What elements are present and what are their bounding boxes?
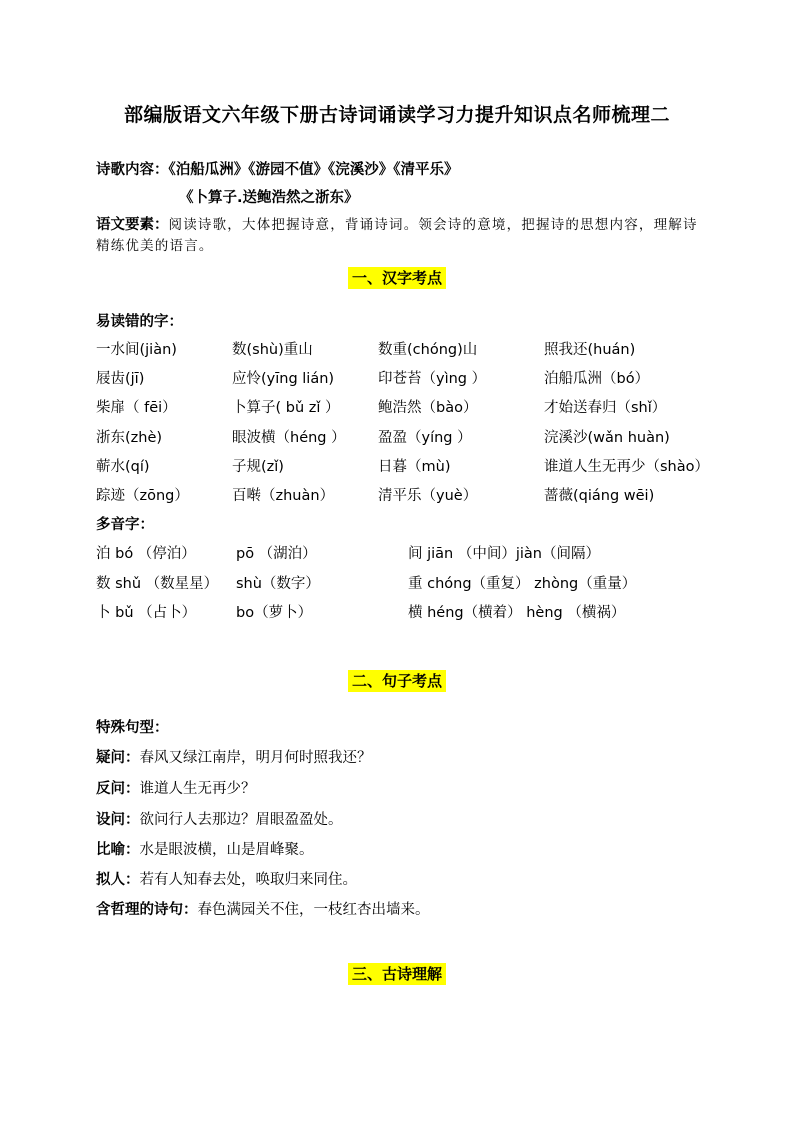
misread-item: 浣溪沙(wǎn huàn) — [544, 430, 670, 446]
misread-row — [96, 340, 716, 360]
misread-row — [96, 398, 716, 418]
poems-line-1 — [96, 160, 459, 180]
sentence-row — [96, 870, 357, 890]
misread-item: 一水间(jiàn) — [96, 342, 177, 358]
sentence-type: 含哲理的诗句： — [96, 902, 198, 918]
polyphone-row — [96, 544, 716, 564]
misread-item: 盈盈（yíng ） — [378, 430, 472, 446]
section-heading-2 — [0, 670, 794, 692]
sentence-type: 比喻： — [96, 842, 140, 858]
sentence-type: 疑问： — [96, 750, 140, 766]
sentence-text: 水是眼波横，山是眉峰聚。 — [139, 842, 314, 858]
misread-item: 数(shù)重山 — [232, 342, 313, 358]
document-title: 部编版语文六年级下册古诗词诵读学习力提升知识点名师梳理二 — [123, 104, 670, 126]
misread-item: 百啭（zhuàn） — [232, 488, 335, 504]
misread-item: 蕲水(qí) — [96, 459, 150, 475]
misread-row — [96, 457, 716, 477]
misread-item: 泊船瓜洲（bó） — [544, 371, 650, 387]
elements-text: 阅读诗歌，大体把握诗意，背诵诗词。领会诗的意境，把握诗的思想内容，理解诗精练优美的语言。 — [96, 217, 698, 254]
sentence-row — [96, 779, 256, 799]
sentence-row — [96, 810, 343, 830]
misread-item: 照我还(huán) — [544, 342, 636, 358]
sentence-type: 反问： — [96, 781, 140, 797]
misread-item: 眼波横（héng ） — [232, 430, 346, 446]
misread-item: 印苍苔（yìng ） — [378, 371, 487, 387]
misread-item: 数重(chóng)山 — [378, 342, 478, 358]
polyphone-item: 卜 bǔ （占卜） — [96, 605, 197, 621]
polyphone-item: 数 shǔ （数星星） — [96, 576, 219, 592]
polyphone-item: 间 jiān （中间）jiàn（间隔） — [408, 546, 600, 562]
misread-row — [96, 369, 716, 389]
elements-label: 语文要素： — [96, 217, 169, 233]
sentence-type: 拟人： — [96, 872, 140, 888]
sentence-text: 谁道人生无再少？ — [139, 781, 256, 797]
special-sentence-label: 特殊句型： — [96, 720, 169, 736]
misread-item: 卜算子( bǔ zǐ ） — [232, 400, 340, 416]
poems-list-1: 《泊船瓜洲》《游园不值》《浣溪沙》《清平乐》 — [168, 162, 459, 178]
sentence-row — [96, 840, 314, 860]
misread-item: 鲍浩然（bào） — [378, 400, 478, 416]
misread-item: 清平乐（yuè） — [378, 488, 478, 504]
sentence-row — [96, 900, 430, 920]
polyphone-item: pō （湖泊） — [236, 546, 317, 562]
section-2-title: 二、句子考点 — [348, 670, 446, 692]
polyphone-label: 多音字： — [96, 517, 154, 533]
misread-label: 易读错的字： — [96, 314, 183, 330]
misread-item: 屐齿(jī) — [96, 371, 145, 387]
sentence-type: 设问： — [96, 812, 140, 828]
sentence-text: 欲问行人去那边？眉眼盈盈处。 — [139, 812, 343, 828]
section-3-title: 三、古诗理解 — [348, 963, 446, 985]
misread-item: 应怜(yīng lián) — [232, 371, 335, 387]
misread-item: 日暮（mù) — [378, 459, 451, 475]
poems-line-2: 《卜算子.送鲍浩然之浙东》 — [179, 190, 359, 206]
misread-item: 踪迹（zōng） — [96, 488, 189, 504]
polyphone-row — [96, 603, 716, 623]
section-heading-1 — [0, 267, 794, 289]
section-heading-3 — [0, 963, 794, 985]
language-elements — [96, 215, 704, 257]
poems-label: 诗歌内容： — [96, 162, 169, 178]
misread-item: 谁道人生无再少（shào） — [544, 459, 710, 475]
section-1-title: 一、汉字考点 — [348, 267, 446, 289]
polyphone-item: shù（数字） — [236, 576, 320, 592]
polyphone-item: 横 héng（横着） hèng （横祸） — [408, 605, 626, 621]
sentence-text: 春色满园关不住，一枝红杏出墙来。 — [197, 902, 430, 918]
misread-item: 柴扉（ fēi） — [96, 400, 177, 416]
misread-item: 蔷薇(qiáng wēi) — [544, 488, 655, 504]
sentence-row — [96, 748, 372, 768]
polyphone-item: 重 chóng（重复） zhòng（重量） — [408, 576, 637, 592]
polyphone-item: bo（萝卜） — [236, 605, 313, 621]
sentence-text: 若有人知春去处，唤取归来同住。 — [139, 872, 357, 888]
misread-item: 子规(zǐ) — [232, 459, 284, 475]
misread-row — [96, 428, 716, 448]
misread-item: 才始送春归（shǐ） — [544, 400, 667, 416]
polyphone-item: 泊 bó （停泊） — [96, 546, 196, 562]
polyphone-row — [96, 574, 716, 594]
sentence-text: 春风又绿江南岸，明月何时照我还？ — [139, 750, 372, 766]
misread-row — [96, 486, 716, 506]
misread-item: 浙东(zhè) — [96, 430, 163, 446]
